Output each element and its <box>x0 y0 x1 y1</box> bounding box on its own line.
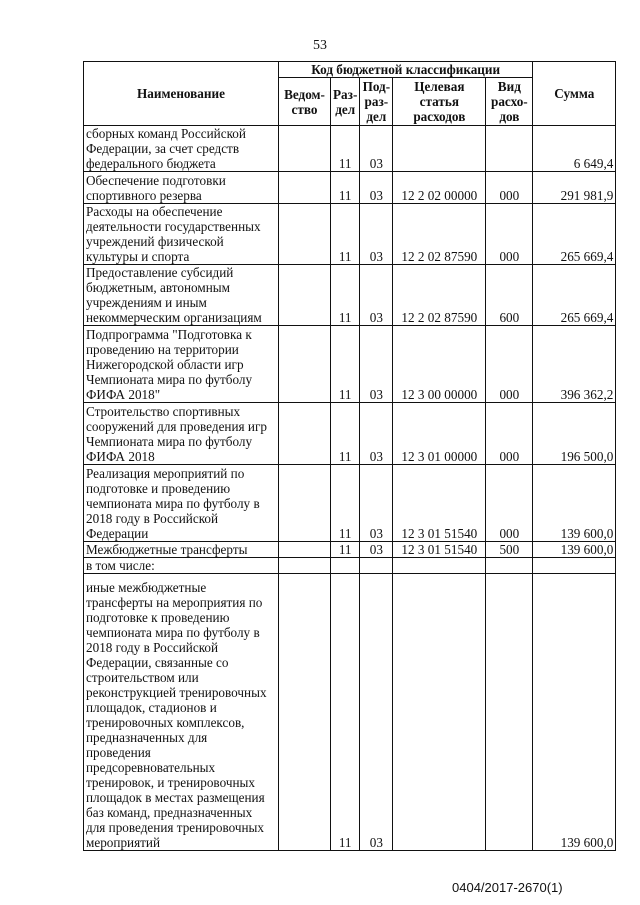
row-sum: 139 600,0 <box>533 465 616 542</box>
row-razdel: 11 <box>331 574 360 851</box>
header-razdel: Раз- дел <box>331 78 360 126</box>
header-target-article: Целевая статья расходов <box>393 78 486 126</box>
row-target: 12 3 00 00000 <box>393 326 486 403</box>
row-vedomstvo <box>279 465 331 542</box>
row-vedomstvo <box>279 574 331 851</box>
page-number: 53 <box>313 38 327 53</box>
table-row <box>84 204 616 265</box>
row-sum <box>533 558 616 574</box>
row-sum: 6 649,4 <box>533 126 616 172</box>
row-type: 000 <box>486 172 533 204</box>
row-name: Межбюджетные трансферты <box>84 542 279 558</box>
row-name: в том числе: <box>84 558 279 574</box>
row-podrazdel: 03 <box>360 326 393 403</box>
header-vedomstvo: Ведом- ство <box>279 78 331 126</box>
row-sum: 396 362,2 <box>533 326 616 403</box>
row-sum: 265 669,4 <box>533 204 616 265</box>
row-type: 500 <box>486 542 533 558</box>
row-type: 000 <box>486 204 533 265</box>
table-row <box>84 465 616 542</box>
row-sum: 291 981,9 <box>533 172 616 204</box>
row-type <box>486 558 533 574</box>
row-razdel: 11 <box>331 465 360 542</box>
row-razdel: 11 <box>331 403 360 465</box>
row-razdel: 11 <box>331 542 360 558</box>
row-type: 000 <box>486 326 533 403</box>
row-type: 000 <box>486 465 533 542</box>
table-row <box>84 403 616 465</box>
table-row <box>84 126 616 172</box>
row-target: 12 2 02 00000 <box>393 172 486 204</box>
row-razdel: 11 <box>331 326 360 403</box>
row-podrazdel: 03 <box>360 172 393 204</box>
row-target: 12 2 02 87590 <box>393 204 486 265</box>
row-podrazdel: 03 <box>360 574 393 851</box>
row-name: сборных команд Российской Федерации, за счет средств федерального бюджета <box>84 126 279 172</box>
row-name: Строительство спортивных сооружений для проведения игр Чемпионата мира по футболу ФИФА 2018 <box>84 403 279 465</box>
row-sum: 265 669,4 <box>533 265 616 326</box>
row-type <box>486 574 533 851</box>
table-row <box>84 326 616 403</box>
header-classification-group: Код бюджетной классификации <box>279 62 533 78</box>
header-expense-type: Вид расхо- дов <box>486 78 533 126</box>
row-razdel <box>331 558 360 574</box>
row-name: Подпрограмма "Подготовка к проведению на территории Нижегородской области игр Чемпионата мира по футболу ФИФА 2018" <box>84 326 279 403</box>
row-vedomstvo <box>279 326 331 403</box>
row-podrazdel: 03 <box>360 465 393 542</box>
row-podrazdel: 03 <box>360 204 393 265</box>
row-vedomstvo <box>279 172 331 204</box>
row-target <box>393 558 486 574</box>
row-sum: 196 500,0 <box>533 403 616 465</box>
row-podrazdel: 03 <box>360 126 393 172</box>
row-vedomstvo <box>279 126 331 172</box>
row-target <box>393 126 486 172</box>
table-row <box>84 172 616 204</box>
budget-table <box>83 61 616 851</box>
row-target <box>393 574 486 851</box>
header-name: Наименование <box>84 62 279 126</box>
table-row <box>84 265 616 326</box>
row-razdel: 11 <box>331 265 360 326</box>
row-podrazdel: 03 <box>360 403 393 465</box>
row-target: 12 3 01 51540 <box>393 542 486 558</box>
document-code: 0404/2017-2670(1) <box>452 880 563 895</box>
row-vedomstvo <box>279 558 331 574</box>
row-type <box>486 126 533 172</box>
row-target: 12 2 02 87590 <box>393 265 486 326</box>
row-podrazdel: 03 <box>360 542 393 558</box>
row-name: Обеспечение подготовки спортивного резерва <box>84 172 279 204</box>
row-vedomstvo <box>279 204 331 265</box>
row-name: иные межбюджетные трансферты на мероприятия по подготовке к проведению чемпионата мира по футболу в 2018 году в Российской Федерации, связанные со строительством или реконструкцией тренировочных площадок, стадионов и тренировочных комплексов, предназначенных для проведения предсоревновательных тренировок, и тренировочных площадок в местах размещения баз команд, предназначенных для проведения тренировочных мероприятий <box>84 574 279 851</box>
row-type: 000 <box>486 403 533 465</box>
row-vedomstvo <box>279 403 331 465</box>
row-target: 12 3 01 51540 <box>393 465 486 542</box>
table-row <box>84 574 616 851</box>
table-row <box>84 558 616 574</box>
row-type: 600 <box>486 265 533 326</box>
row-podrazdel: 03 <box>360 265 393 326</box>
row-vedomstvo <box>279 265 331 326</box>
row-vedomstvo <box>279 542 331 558</box>
row-sum: 139 600,0 <box>533 542 616 558</box>
row-razdel: 11 <box>331 172 360 204</box>
row-name: Предоставление субсидий бюджетным, автономным учреждениям и иным некоммерческим организациям <box>84 265 279 326</box>
row-target: 12 3 01 00000 <box>393 403 486 465</box>
row-podrazdel <box>360 558 393 574</box>
header-podrazdel: Под- раз- дел <box>360 78 393 126</box>
row-sum: 139 600,0 <box>533 574 616 851</box>
table-row <box>84 542 616 558</box>
header-sum: Сумма <box>533 62 616 126</box>
row-razdel: 11 <box>331 126 360 172</box>
row-name: Расходы на обеспечение деятельности государственных учреждений физической культуры и спорта <box>84 204 279 265</box>
row-razdel: 11 <box>331 204 360 265</box>
row-name: Реализация мероприятий по подготовке и проведению чемпионата мира по футболу в 2018 году в Российской Федерации <box>84 465 279 542</box>
